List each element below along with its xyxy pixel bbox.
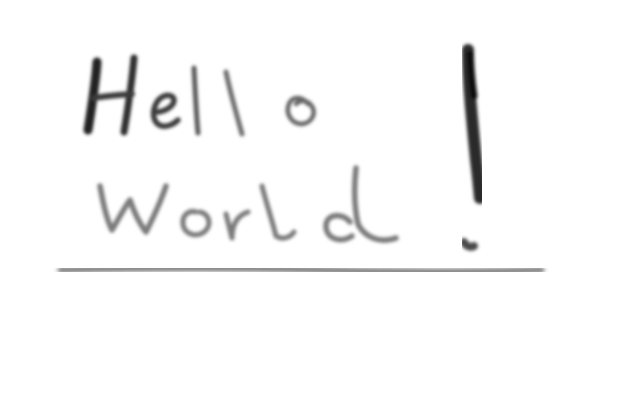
- letter-d: [326, 168, 396, 240]
- word-hello: [88, 58, 314, 134]
- letter-r: [226, 212, 248, 238]
- letter-h: [88, 58, 134, 132]
- letter-w: [100, 186, 166, 232]
- letter-e: [154, 95, 178, 126]
- letter-o: [288, 98, 314, 124]
- exclamation-mark: [464, 50, 480, 247]
- letter-o-2: [183, 212, 209, 235]
- letter-l-3: [262, 186, 294, 238]
- underline-stroke: [60, 269, 542, 272]
- letter-l-2: [226, 72, 242, 134]
- letter-l-1: [194, 68, 198, 133]
- word-world: [100, 168, 396, 240]
